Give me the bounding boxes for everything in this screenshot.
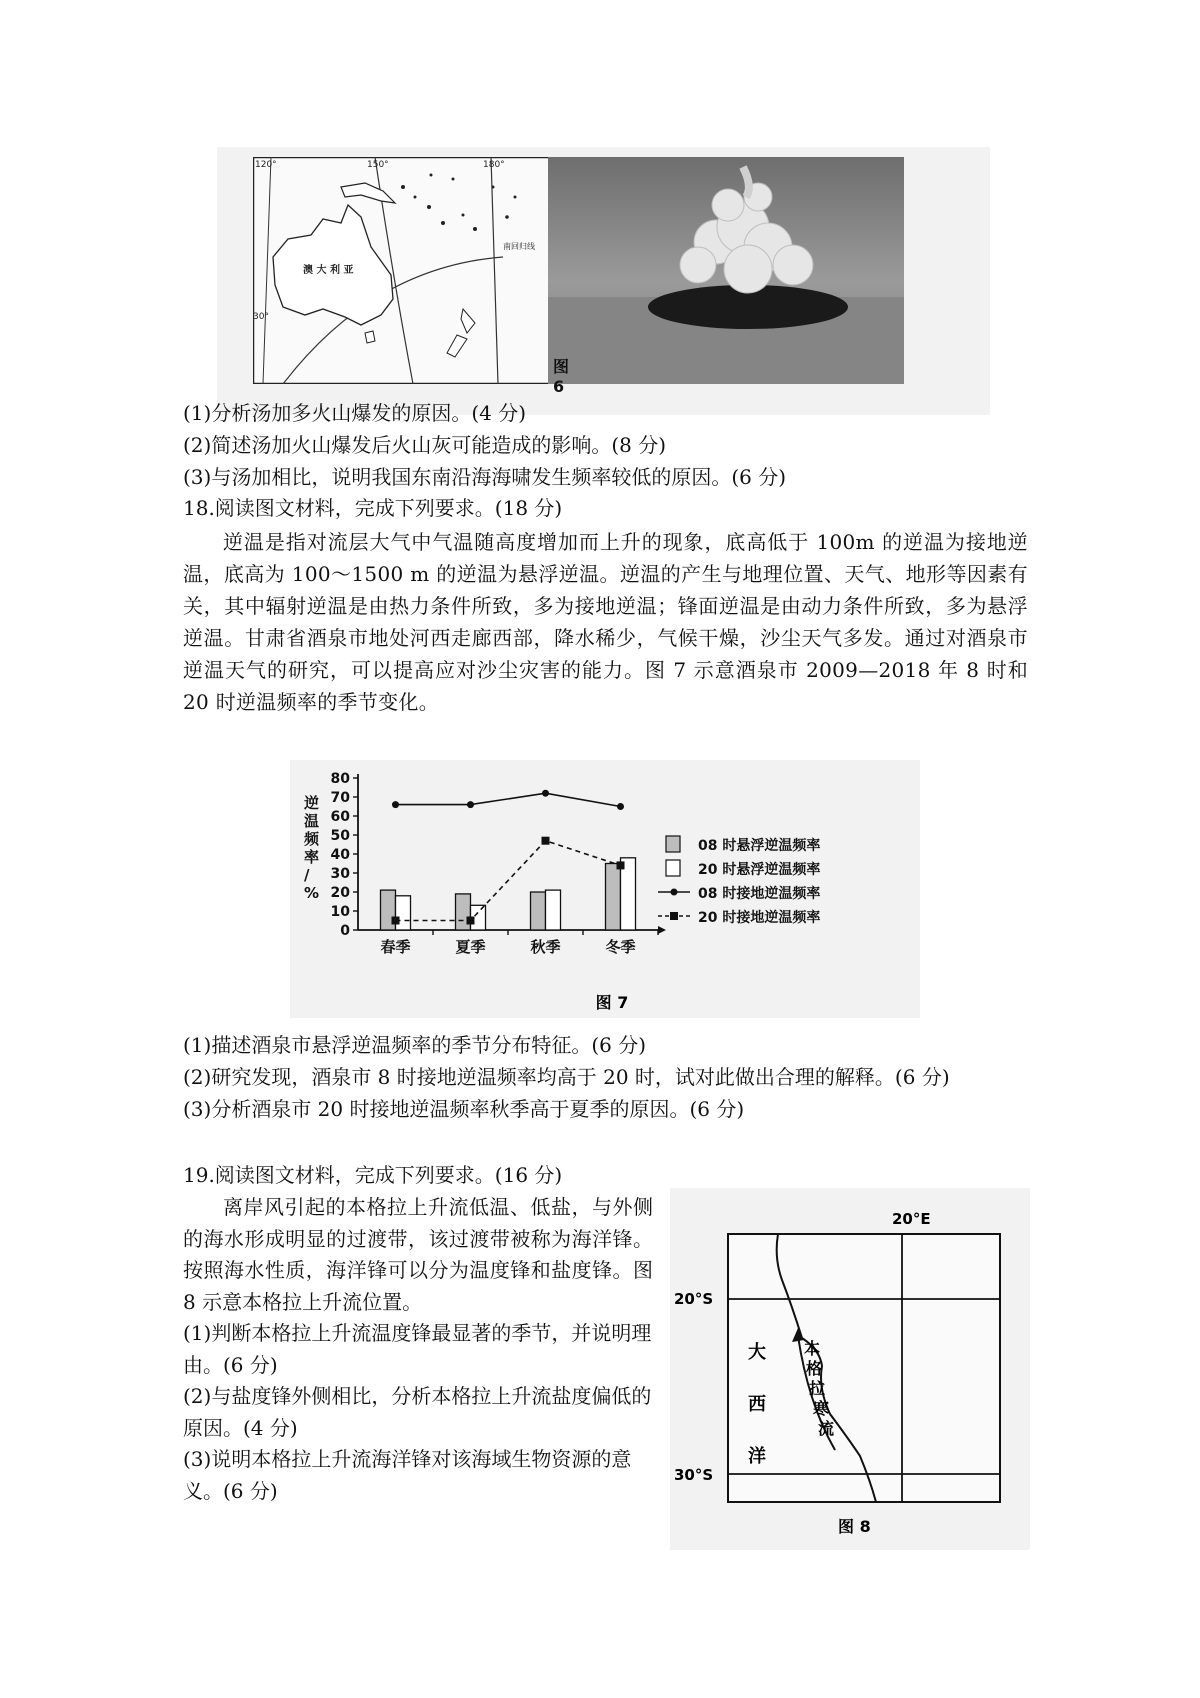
- oceania-map: [253, 157, 555, 384]
- line-point: [392, 917, 400, 925]
- legend-label: 20 时接地逆温频率: [698, 910, 821, 926]
- figure-6-caption: 图 6: [553, 357, 570, 396]
- x-tick-label: 冬季: [605, 938, 636, 956]
- svg-text:逆温频率/%: [304, 794, 320, 902]
- y-label-char: 频: [304, 830, 320, 848]
- q19-item-3: (3)说明本格拉上升流海洋锋对该海域生物资源的意义。(6 分): [183, 1447, 632, 1503]
- line-point: [392, 801, 399, 808]
- bar: [531, 892, 546, 930]
- y-label-char: 温: [304, 812, 320, 830]
- bar: [456, 894, 471, 930]
- lat-label-30s: 30°S: [674, 1466, 714, 1484]
- q18-title: 18.阅读图文材料，完成下列要求。(18 分): [183, 496, 563, 520]
- x-tick-label: 春季: [380, 938, 411, 956]
- y-tick-label: 40: [330, 847, 350, 863]
- lat-label-20s: 20°S: [674, 1290, 714, 1308]
- inversion-frequency-chart: [290, 760, 920, 1018]
- q19-paragraph: 离岸风引起的本格拉上升流低温、低盐，与外侧的海水形成明显的过渡带，该过渡带被称为海洋锋。按照海水性质，海洋锋可以分为温度锋和盐度锋。图 8 示意本格拉上升流位置。: [183, 1195, 653, 1314]
- lon-label-150: 150°: [367, 160, 389, 170]
- figure-8-caption: 图 8: [838, 1517, 871, 1536]
- y-tick-label: 20: [330, 885, 350, 901]
- legend-label: 20 时悬浮逆温频率: [698, 862, 821, 878]
- svg-text:大: 大: [748, 1342, 766, 1363]
- legend-swatch: [666, 860, 680, 876]
- svg-text:西: 西: [748, 1394, 766, 1415]
- x-tick-label: 夏季: [455, 938, 486, 956]
- q17-item-3: (3)与汤加相比，说明我国东南沿海海啸发生频率较低的原因。(6 分): [183, 465, 787, 489]
- tropic-label: 南回归线: [503, 242, 535, 251]
- svg-text:格: 格: [806, 1359, 823, 1378]
- series-line: [396, 793, 621, 806]
- legend-marker: [670, 912, 678, 920]
- q18-item-3: (3)分析酒泉市 20 时接地逆温频率秋季高于夏季的原因。(6 分): [183, 1097, 745, 1121]
- australia-label: 澳 大 利 亚: [303, 265, 354, 276]
- line-point: [467, 801, 474, 808]
- svg-text:本: 本: [804, 1339, 821, 1358]
- x-tick-label: 秋季: [530, 938, 561, 956]
- legend-label: 08 时悬浮逆温频率: [698, 838, 821, 854]
- line-point: [542, 837, 550, 845]
- figure-7: [290, 760, 920, 1018]
- svg-text:洋: 洋: [748, 1446, 766, 1467]
- y-label-char: %: [304, 884, 320, 902]
- figure-6: [217, 147, 990, 415]
- atlantic-label: [748, 1341, 766, 1467]
- q19-item-1: (1)判断本格拉上升流温度锋最显著的季节，并说明理由。(6 分): [183, 1321, 652, 1377]
- q19-item-2: (2)与盐度锋外侧相比，分析本格拉上升流盐度偏低的原因。(4 分): [183, 1384, 652, 1440]
- y-tick-label: 30: [330, 866, 350, 882]
- volcano-eruption-photo: [548, 157, 904, 384]
- q17-item-1: (1)分析汤加多火山爆发的原因。(4 分): [183, 401, 527, 425]
- series-line: [396, 841, 621, 921]
- q18-paragraph: 逆温是指对流层大气中气温随高度增加而上升的现象，底高低于 100m 的逆温为接地逆温，底高为 100～1500 m 的逆温为悬浮逆温。逆温的产生与地理位置、天气、地形等因素有关，其中辐射逆温是由热力条件所致，多为接地逆温；锋面逆温是由动力条件所致，多为悬浮逆温。甘肃省酒泉市地处河西走廊西部，降水稀少，气候干燥，沙尘天气多发。通过对酒泉市逆温天气的研究，可以提高应对沙尘灾害的能力。图 7 示意酒泉市 2009—2018 年 8 时和 20 时逆温频率的季节变化。: [183, 530, 1028, 714]
- y-axis-label: [304, 794, 320, 902]
- line-point: [617, 803, 624, 810]
- y-label-char: 逆: [304, 794, 320, 812]
- q18-item-2: (2)研究发现，酒泉市 8 时接地逆温频率均高于 20 时，试对此做出合理的解释。(6 分): [183, 1065, 950, 1089]
- q18-item-1: (1)描述酒泉市悬浮逆温频率的季节分布特征。(6 分): [183, 1033, 647, 1057]
- figure-7-caption: 图 7: [595, 993, 629, 1012]
- y-label-char: /: [304, 866, 310, 884]
- x-axis-arrow: [658, 926, 666, 934]
- legend-swatch: [666, 836, 680, 852]
- lat-label-30: 30°: [253, 312, 269, 322]
- benguela-map: [670, 1188, 1030, 1550]
- line-point: [467, 917, 475, 925]
- chart-legend: [658, 836, 820, 926]
- y-tick-label: 70: [330, 790, 350, 806]
- line-point: [617, 861, 625, 869]
- q19-title: 19.阅读图文材料，完成下列要求。(16 分): [183, 1163, 563, 1187]
- lon-label-120: 120°: [255, 160, 277, 170]
- svg-text:拉: 拉: [809, 1379, 826, 1398]
- q17-item-2: (2)简述汤加火山爆发后火山灰可能造成的影响。(8 分): [183, 433, 667, 457]
- bar: [396, 896, 411, 930]
- bar: [606, 864, 621, 931]
- svg-text:流: 流: [818, 1419, 835, 1438]
- lon-label-20e: 20°E: [892, 1210, 931, 1228]
- y-tick-label: 60: [330, 809, 350, 825]
- legend-label: 08 时接地逆温频率: [698, 886, 821, 902]
- y-tick-label: 10: [330, 904, 350, 920]
- y-label-char: 率: [304, 848, 320, 866]
- y-tick-label: 50: [330, 828, 350, 844]
- lon-label-180: 180°: [483, 160, 505, 170]
- bar: [546, 890, 561, 930]
- figure-8: [670, 1188, 1030, 1550]
- legend-marker: [671, 889, 678, 896]
- svg-text:寒: 寒: [813, 1399, 830, 1418]
- y-tick-label: 80: [330, 771, 350, 787]
- y-tick-label: 0: [340, 923, 350, 939]
- line-point: [542, 790, 549, 797]
